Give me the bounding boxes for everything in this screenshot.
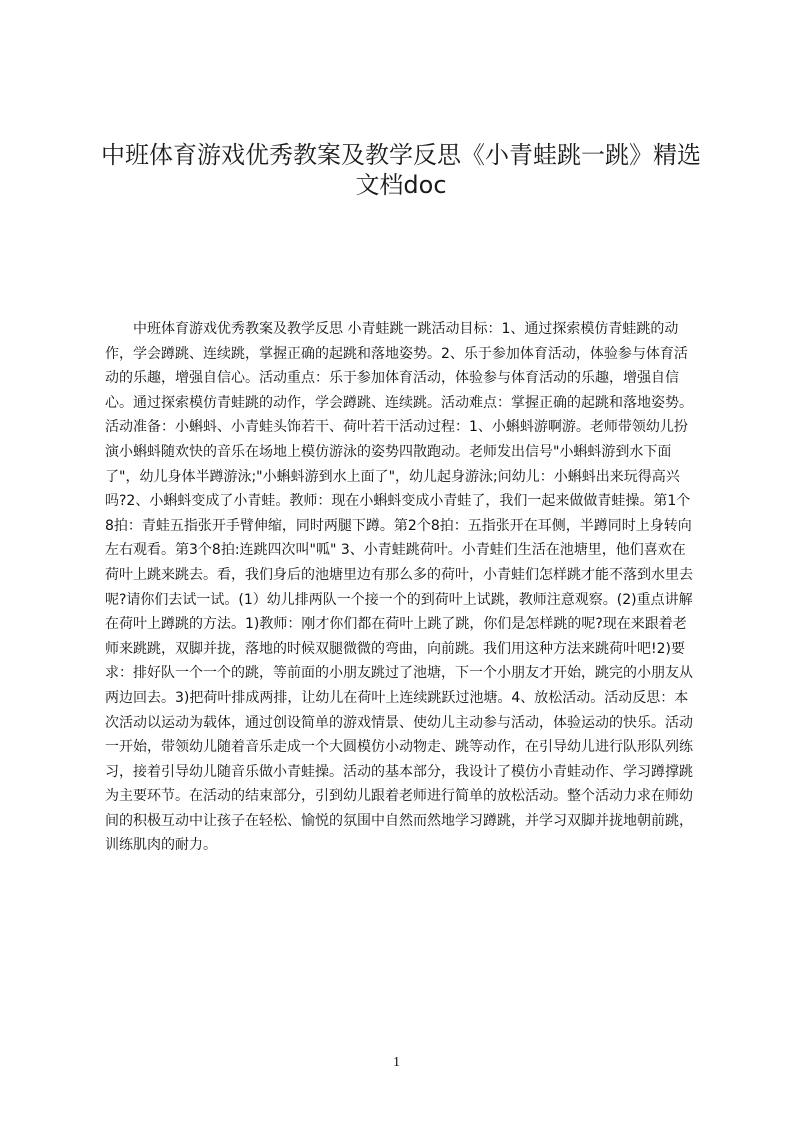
body-paragraph: 中班体育游戏优秀教案及教学反思 小青蛙跳一跳活动目标：1、通过探索模仿青蛙跳的动作，学会蹲跳、连续跳，掌握正确的起跳和落地姿势。2、乐于参加体育活动，体验参与体育活动的乐趣，增强自信心。活动重点：乐于参加体育活动，体验参与体育活动的乐趣，增强自信心。通过探索模仿青蛙跳的动作，学会蹲跳、连续跳。活动难点：掌握正确的起跳和落地姿势。活动准备：小蝌蚪、小青蛙头饰若干、荷叶若干活动过程：1、小蝌蚪游啊游。老师带领幼儿扮演小蝌蚪随欢快的音乐在场地上模仿游泳的姿势四散跑动。老师发出信号"小蝌蚪游到水下面了"，幼儿身体半蹲游泳;"小蝌蚪游到水上面了"，幼儿起身游泳;问幼儿：小蝌蚪出来玩得高兴吗?2、小蝌蚪变成了小青蛙。教师：现在小蝌蚪变成小青蛙了，我们一起来做做青蛙操。第1个8拍：青蛙五指张开手臂伸缩，同时两腿下蹲。第2个8拍：五指张开在耳侧，半蹲同时上身转向左右观看。第3个8拍:连跳四次叫"呱" 3、小青蛙跳荷叶。小青蛙们生活在池塘里，他们喜欢在荷叶上跳来跳去。看，我们身后的池塘里边有那么多的荷叶，小青蛙们怎样跳才能不落到水里去呢?请你们去试一试。(1）幼儿排两队一个接一个的到荷叶上试跳，教师注意观察。(2)重点讲解在荷叶上蹲跳的方法。1)教师：刚才你们都在荷叶上跳了跳，你们是怎样跳的呢?现在来跟着老师来跳跳，双脚并拢，落地的时候双腿微微的弯曲，向前跳。我们用这种方法来跳荷叶吧!2)要求：排好队一个一个的跳，等前面的小朋友跳过了池塘，下一个小朋友才开始，跳完的小朋友从两边回去。3)把荷叶排成两排，让幼儿在荷叶上连续跳跃过池塘。4、放松活动。活动反思：本次活动以运动为载体，通过创设简单的游戏情景、使幼儿主动参与活动，体验运动的快乐。活动一开始，带领幼儿随着音乐走成一个大圆模仿小动物走、跳等动作，在引导幼儿进行队形队列练习，接着引导幼儿随音乐做小青蛙操。活动的基本部分，我设计了模仿小青蛙动作、学习蹲撑跳为主要环节。在活动的结束部分，引到幼儿跟着老师进行简单的放松活动。整个活动力求在师幼间的积极互动中让孩子在轻松、愉悦的氛围中自然而然地学习蹲跳，并学习双脚并拢地朝前跳，训练肌肉的耐力。 bbox=[105, 321, 693, 854]
page-number: 1 bbox=[393, 1055, 400, 1070]
document-title: 中班体育游戏优秀教案及教学反思《小青蛙跳一跳》精选文档doc bbox=[101, 141, 701, 199]
